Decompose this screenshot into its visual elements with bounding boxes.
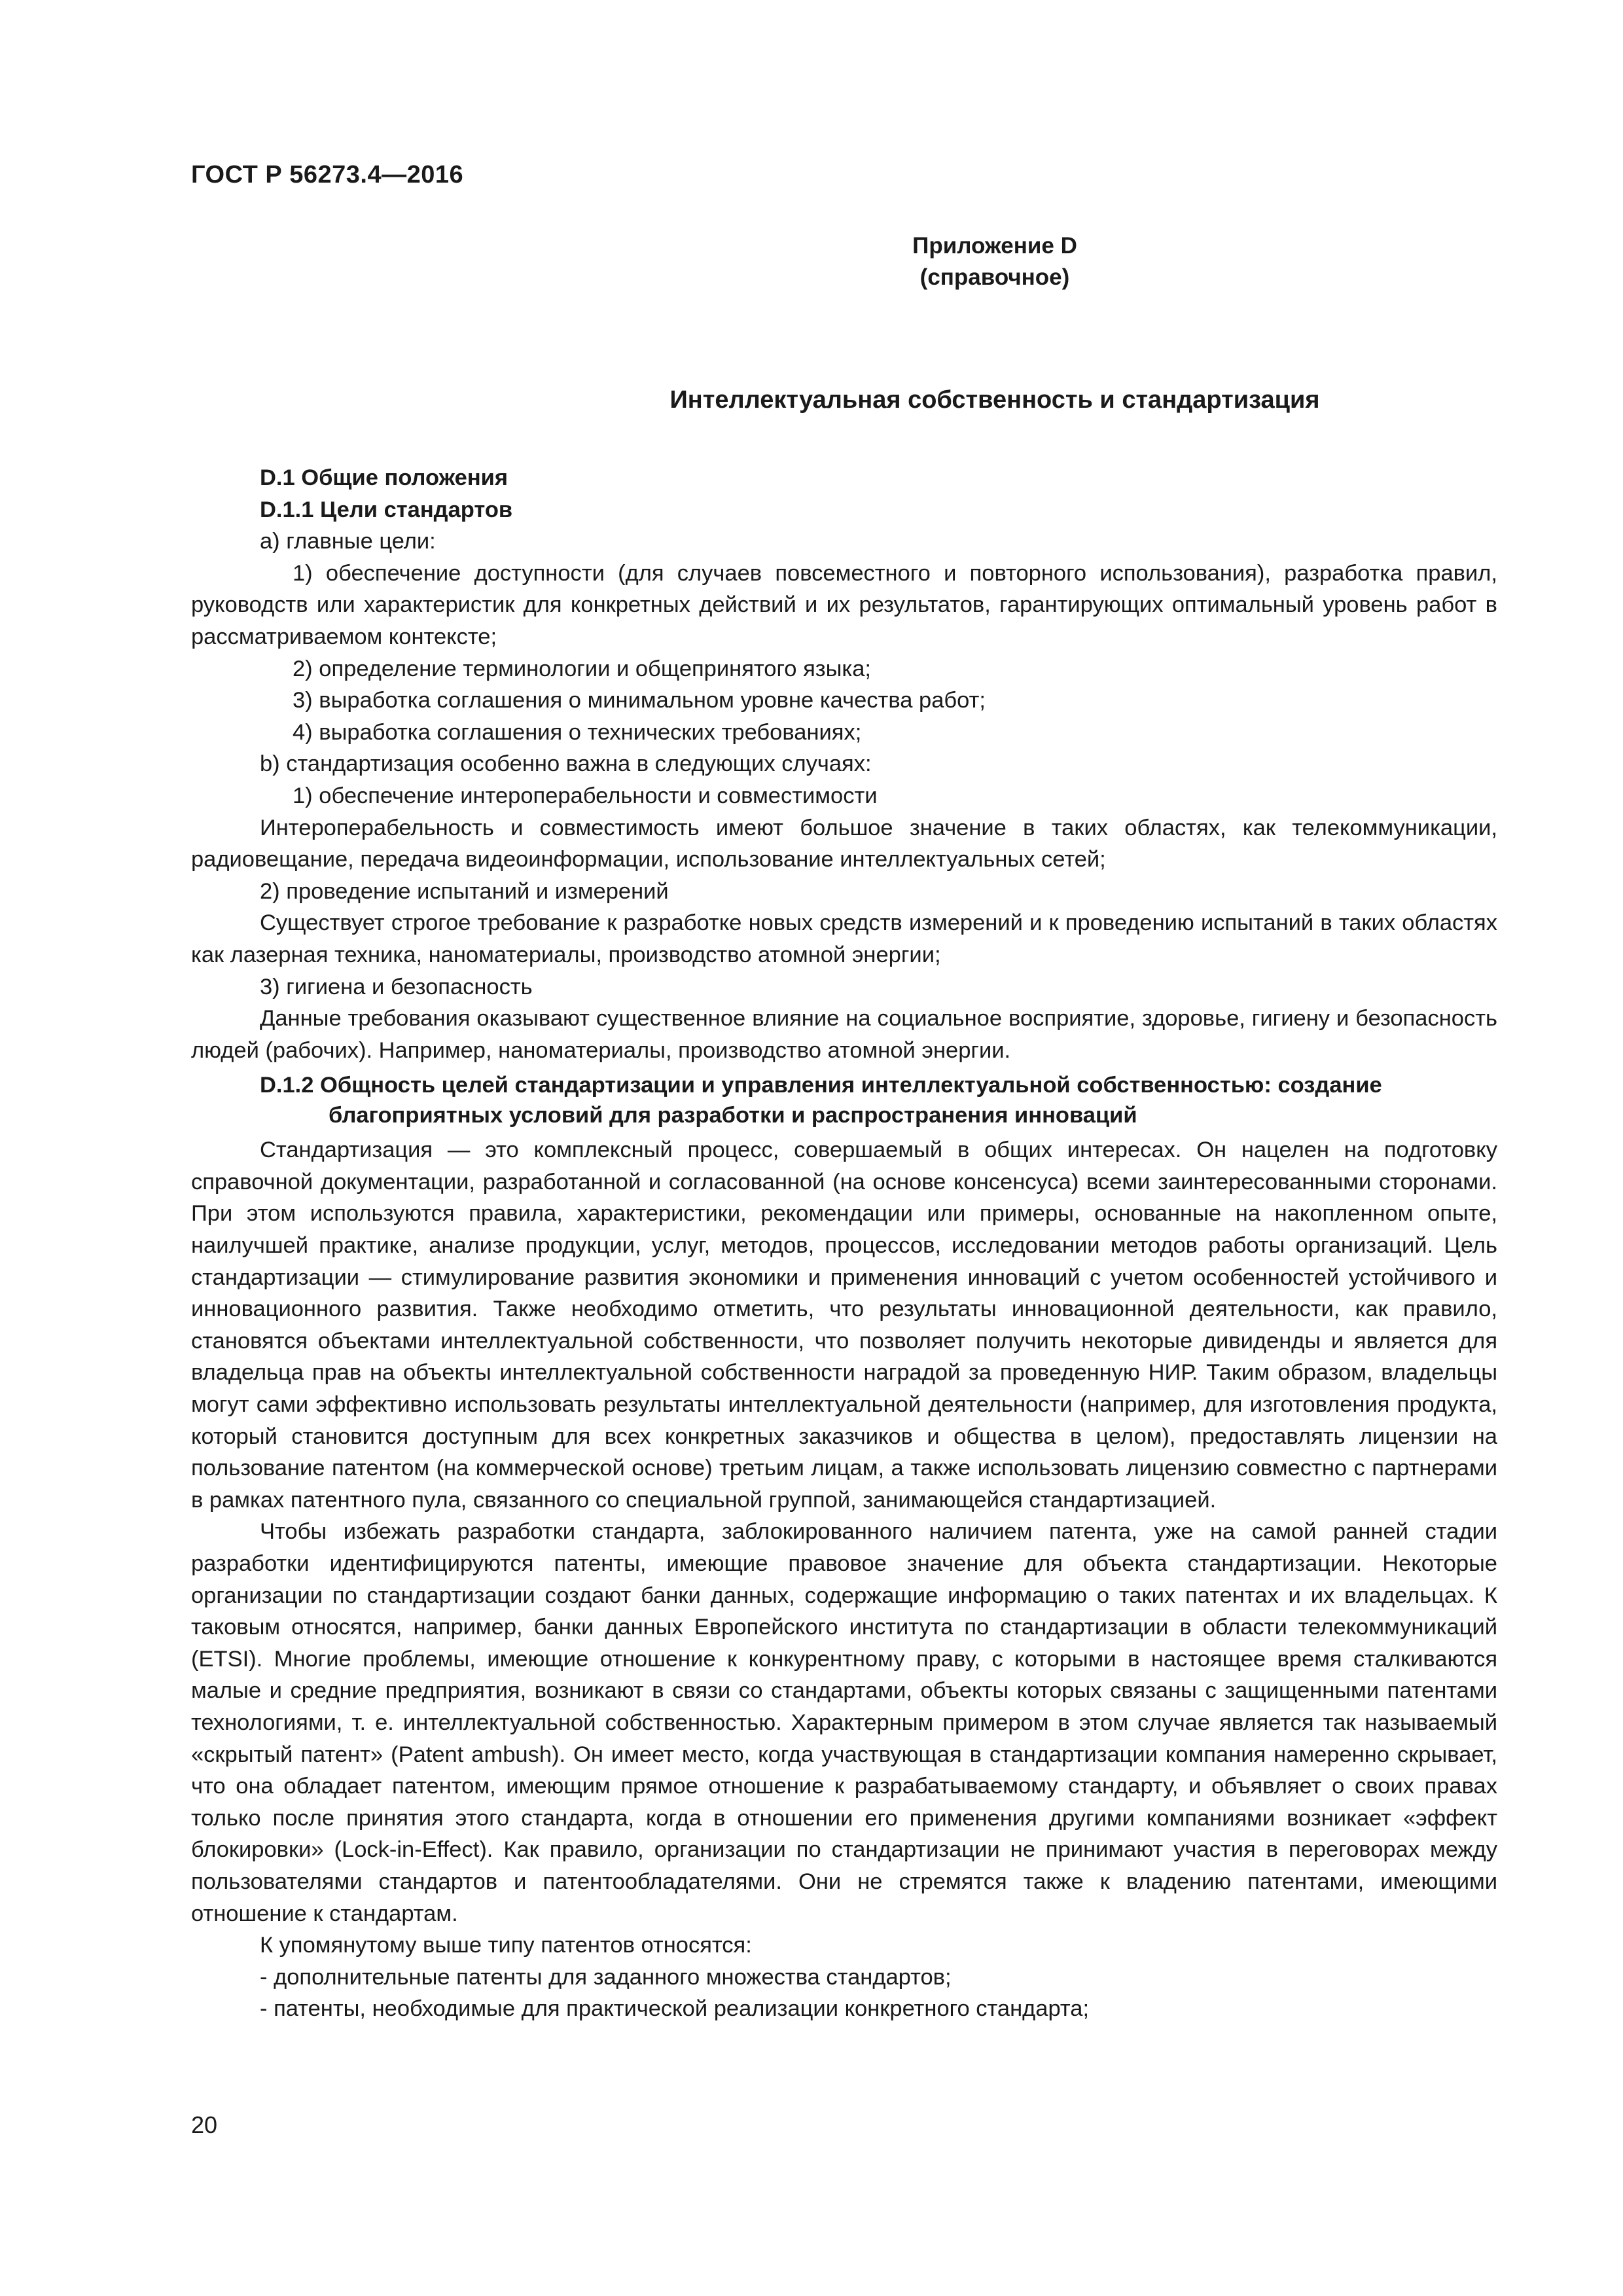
section-heading-d1: D.1 Общие положения [260, 465, 508, 490]
list-item-b2: 2) проведение испытаний и измерений [260, 878, 669, 904]
list-item-b: b) стандартизация особенно важна в следующих случаях: [260, 751, 872, 777]
page-title: Интеллектуальная собственность и стандартизация [669, 386, 1320, 414]
list-item-a1: 1) обеспечение доступности (для случаев повсеместного и повторного использования), разработка правил, руководств или характеристик для конкретных действий и их результатов, гарантирующих оптимальный уровень работ в рассматриваемом контексте; [191, 560, 1497, 649]
list-item-a: а) главные цели: [260, 529, 436, 554]
list-item-b3: 3) гигиена и безопасность [260, 974, 533, 999]
list-item: - дополнительные патенты для заданного множества стандартов; [260, 1964, 952, 1990]
list-item: - патенты, необходимые для практической реализации конкретного стандарта; [260, 1996, 1090, 2022]
list-item-a4: 4) выработка соглашения о технических требованиях; [293, 719, 862, 745]
section-heading-d11: D.1.1 Цели стандартов [260, 497, 513, 522]
paragraph: Стандартизация — это комплексный процесс, совершаемый в общих интересах. Он нацелен на подготовку справочной документации, разработанной и согласованной (на основе консенсуса) всеми заинтересованными сторонами. При этом используются правила, характеристики, рекомендации или примеры, основанные на накопленном опыте, наилучшей практике, анализе продукции, услуг, методов, процессов, исследовании методов работы организаций. Цель стандартизации — стимулирование развития экономики и применения инноваций с учетом особенностей устойчивого и инновационного развития. Также необходимо отметить, что результаты инновационной деятельности, как правило, становятся объектами интеллектуальной собственности, что позволяет получить некоторые дивиденды и является для владельца прав на объекты интеллектуальной собственности наградой за проведенную НИР. Таким образом, владельцы могут сами эффективно использовать результаты интеллектуальной деятельности (например, для изготовления продукта, который становится доступным для всех конкретных заказчиков и общества в целом), предоставлять лицензии на пользование патентом (на коммерческой основе) третьим лицам, а также использовать лицензию совместно с партнерами в рамках патентного пула, связанного со специальной группой, занимающейся стандартизацией. [191, 1138, 1497, 1513]
appendix-type: (справочное) [919, 264, 1070, 290]
list-item-b1: 1) обеспечение интероперабельности и совместимости [293, 783, 878, 808]
paragraph-b3: Данные требования оказывают существенное влияние на социальное восприятие, здоровье, гигиену и безопасность людей (рабочих). Например, наноматериалы, производство атомной энергии. [191, 1006, 1497, 1063]
paragraph-b1: Интероперабельность и совместимость имеют большое значение в таких областях, как телекоммуникации, радиовещание, передача видеоинформации, использование интеллектуальных сетей; [191, 815, 1497, 872]
paragraph: Чтобы избежать разработки стандарта, заблокированного наличием патента, уже на самой ранней стадии разработки идентифицируются патенты, имеющие правовое значение для объекта стандартизации. Некоторые организации по стандартизации создают банки данных, содержащие информацию о таких патентах и их владельцах. К таковым относятся, например, банки данных Европейского института по стандартизации в области телекоммуникаций (ETSI). Многие проблемы, имеющие отношение к конкурентному праву, с которыми в настоящее время сталкиваются малые и средние предприятия, возникают в связи со стандартами, объекты которых связаны с защищенными патентами технологиями, т. е. интеллектуальной собственностью. Характерным примером в этом случае является так называемый «скрытый патент» (Patent ambush). Он имеет место, когда участвующая в стандартизации компания намеренно скрывает, что она обладает патентом, имеющим прямое отношение к разрабатываемому стандарту, и объявляет о своих правах только после принятия этого стандарта, когда в отношении его применения другими компаниями возникает «эффект блокировки» (Lock-in-Effect). Как правило, организации по стандартизации не принимают участия в переговорах между пользователями стандартов и патентообладателями. Они не стремятся также к владению патентами, имеющими отношение к стандартам. [191, 1519, 1497, 1926]
section-heading-d12-line1: D.1.2 Общность целей стандартизации и управления интеллектуальной собственностью: создание [260, 1073, 1382, 1098]
paragraph-b2: Существует строгое требование к разработке новых средств измерений и к проведению испытаний в таких областях как лазерная техника, наноматериалы, производство атомной энергии; [191, 910, 1497, 967]
list-item-a3: 3) выработка соглашения о минимальном уровне качества работ; [293, 688, 986, 713]
section-heading-d12-line2: благоприятных условий для разработки и распространения инноваций [329, 1103, 1137, 1128]
document-body [191, 462, 1497, 2025]
section-heading-d12 [191, 1070, 1497, 1130]
page-number: 20 [191, 2111, 218, 2138]
appendix-heading [0, 230, 1623, 293]
paragraph: К упомянутому выше типу патентов относятся: [260, 1933, 752, 1958]
document-code: ГОСТ Р 56273.4—2016 [191, 161, 464, 188]
appendix-label: Приложение D [912, 233, 1077, 259]
list-item-a2: 2) определение терминологии и общепринятого языка; [293, 656, 871, 681]
